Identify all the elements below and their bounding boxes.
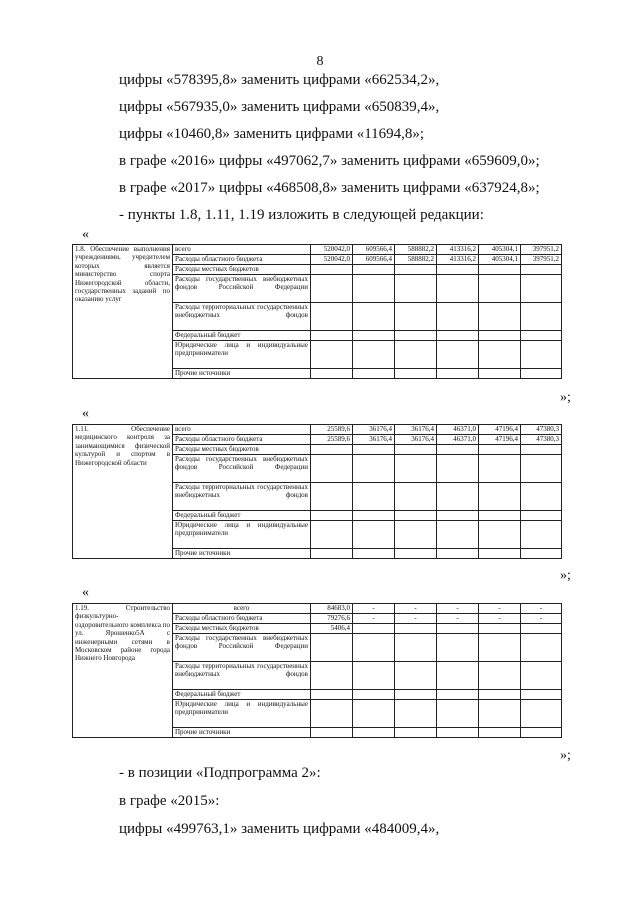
value-cell [437,303,479,331]
value-cell [395,624,437,634]
value-cell [479,511,521,521]
value-cell [437,369,479,379]
value-cell [437,483,479,511]
value-cell: 397951,2 [521,255,562,265]
value-cell [437,341,479,369]
value-cell [395,455,437,483]
source-cell: всего [173,245,311,255]
close-quote: »; [560,568,571,583]
value-cell [479,341,521,369]
value-cell [437,634,479,662]
value-cell: 47380,3 [521,435,562,445]
source-cell: Расходы областного бюджета [173,614,311,624]
value-cell [479,700,521,728]
value-cell [311,265,353,275]
value-cell: 405304,1 [479,245,521,255]
text-line: цифры «10460,8» заменить цифрами «11694,8»; [119,126,425,142]
value-cell [395,303,437,331]
value-cell [521,265,562,275]
source-cell: Расходы местных бюджетов [173,265,311,275]
value-cell: - [521,604,562,614]
value-cell [311,700,353,728]
value-cell [395,700,437,728]
source-cell: Прочие источники [173,728,311,738]
value-cell: 609566,4 [353,255,395,265]
source-cell: Расходы местных бюджетов [173,624,311,634]
value-cell: - [479,614,521,624]
source-cell: всего [173,425,311,435]
text-line: цифры «499763,1» заменить цифрами «484009,4», [119,821,440,837]
value-cell [521,275,562,303]
value-cell [311,662,353,690]
value-cell [479,662,521,690]
value-cell: 609566,4 [353,245,395,255]
source-cell: Расходы областного бюджета [173,255,311,265]
value-cell [395,369,437,379]
value-cell [353,549,395,559]
value-cell [521,662,562,690]
value-cell [353,341,395,369]
value-cell: 36176,4 [395,435,437,445]
value-cell [521,303,562,331]
source-cell: Расходы территориальных государственных внебюджетных фондов [173,303,311,331]
value-cell: 84683,0 [311,604,353,614]
value-cell [437,690,479,700]
value-cell [479,369,521,379]
value-cell: 588882,2 [395,255,437,265]
value-cell: 36176,4 [395,425,437,435]
page-number: 8 [316,54,324,69]
value-cell [437,624,479,634]
value-cell: - [437,614,479,624]
value-cell [521,690,562,700]
value-cell [395,728,437,738]
value-cell: 36176,4 [353,435,395,445]
open-quote: « [82,406,89,421]
value-cell [521,624,562,634]
value-cell [353,511,395,521]
value-cell [353,624,395,634]
value-cell: 5406,4 [311,624,353,634]
value-cell: 46371,0 [437,435,479,445]
text-line: в графе «2015»: [119,793,220,809]
budget-table-2 [72,424,562,559]
item-description: 1.8. Обеспечение выполнения учреждениями, учредителем которых является министерство спорта Нижегородской области, государственных заданий по оказанию услуг [73,245,173,379]
value-cell [395,521,437,549]
value-cell [395,634,437,662]
text-line: - пункты 1.8, 1.11, 1.19 изложить в следующей редакции: [119,207,484,223]
value-cell [437,700,479,728]
value-cell [395,445,437,455]
value-cell: - [353,604,395,614]
value-cell: 520042,0 [311,245,353,255]
value-cell: 36176,4 [353,425,395,435]
value-cell [395,511,437,521]
value-cell [479,728,521,738]
value-cell [395,662,437,690]
value-cell [311,303,353,331]
value-cell [521,634,562,662]
value-cell: 79276,6 [311,614,353,624]
value-cell [437,331,479,341]
text-line: цифры «567935,0» заменить цифрами «650839,4», [119,99,440,115]
text-line: - в позиции «Подпрограмма 2»: [119,765,321,781]
value-cell [521,445,562,455]
source-cell: Расходы территориальных государственных внебюджетных фондов [173,662,311,690]
budget-table-3 [72,603,562,738]
value-cell: - [395,614,437,624]
value-cell [395,275,437,303]
value-cell: 588882,2 [395,245,437,255]
open-quote: « [82,227,89,242]
close-quote: »; [560,390,571,405]
value-cell [437,728,479,738]
value-cell [521,341,562,369]
value-cell: 47196,4 [479,435,521,445]
value-cell [353,455,395,483]
value-cell [311,369,353,379]
source-cell: Прочие источники [173,369,311,379]
value-cell [521,455,562,483]
value-cell [353,483,395,511]
value-cell [437,275,479,303]
value-cell: 25589,6 [311,425,353,435]
value-cell [479,303,521,331]
value-cell [521,511,562,521]
value-cell [521,700,562,728]
value-cell [311,331,353,341]
value-cell [437,662,479,690]
value-cell [437,521,479,549]
value-cell [437,265,479,275]
value-cell [479,624,521,634]
value-cell [437,445,479,455]
value-cell [437,511,479,521]
value-cell: - [395,604,437,614]
source-cell: Юридические лица и индивидуальные предприниматели [173,700,311,728]
value-cell [479,690,521,700]
value-cell [437,455,479,483]
value-cell [521,521,562,549]
value-cell [521,728,562,738]
source-cell: Расходы государственных внебюджетных фондов Российской Федерации [173,634,311,662]
source-cell: Расходы территориальных государственных внебюджетных фондов [173,483,311,511]
source-cell: Федеральный бюджет [173,511,311,521]
value-cell [311,445,353,455]
value-cell [521,549,562,559]
value-cell [395,690,437,700]
value-cell [479,634,521,662]
value-cell [479,521,521,549]
text-line: цифры «578395,8» заменить цифрами «662534,2», [119,72,440,88]
value-cell: 25589,6 [311,435,353,445]
value-cell [353,303,395,331]
value-cell [479,265,521,275]
value-cell: 47196,4 [479,425,521,435]
value-cell [521,369,562,379]
value-cell [479,549,521,559]
value-cell [395,483,437,511]
value-cell [311,728,353,738]
source-cell: Расходы местных бюджетов [173,445,311,455]
value-cell [311,521,353,549]
value-cell [353,690,395,700]
text-line: в графе «2016» цифры «497062,7» заменить цифрами «659609,0»; [119,153,540,169]
value-cell [311,634,353,662]
value-cell [353,634,395,662]
value-cell: - [479,604,521,614]
value-cell [479,455,521,483]
value-cell [311,549,353,559]
source-cell: Прочие источники [173,549,311,559]
value-cell [395,331,437,341]
source-cell: Юридические лица и индивидуальные предприниматели [173,521,311,549]
value-cell [353,331,395,341]
value-cell: - [521,614,562,624]
value-cell [311,275,353,303]
value-cell: 47380,3 [521,425,562,435]
value-cell: 413316,2 [437,255,479,265]
value-cell: 413316,2 [437,245,479,255]
source-cell: Федеральный бюджет [173,331,311,341]
value-cell [479,445,521,455]
value-cell [353,369,395,379]
value-cell [353,728,395,738]
value-cell [353,445,395,455]
value-cell: - [437,604,479,614]
value-cell [479,483,521,511]
value-cell [311,511,353,521]
value-cell [353,275,395,303]
source-cell: Федеральный бюджет [173,690,311,700]
value-cell: 405304,1 [479,255,521,265]
value-cell [437,549,479,559]
value-cell [521,483,562,511]
value-cell [311,455,353,483]
close-quote: »; [560,748,571,763]
value-cell: - [353,614,395,624]
source-cell: Юридические лица и индивидуальные предприниматели [173,341,311,369]
value-cell [311,341,353,369]
text-line: в графе «2017» цифры «468508,8» заменить цифрами «637924,8»; [119,180,540,196]
item-description: 1.11. Обеспечение медицинского контроля за занимающимися физической культурой и спортом в Нижегородской области [73,425,173,559]
source-cell: Расходы областного бюджета [173,435,311,445]
value-cell [353,662,395,690]
value-cell [311,483,353,511]
value-cell [479,331,521,341]
item-description: 1.19. Строительство физкультурно-оздоровительного комплекса по ул. Ярошенко5А с инженерными сетями в Московском районе города Нижнего Новгорода [73,604,173,738]
source-cell: всего [173,604,311,614]
value-cell: 520042,0 [311,255,353,265]
source-cell: Расходы государственных внебюджетных фондов Российской Федерации [173,455,311,483]
value-cell [479,275,521,303]
value-cell [353,521,395,549]
value-cell [311,690,353,700]
value-cell [353,265,395,275]
value-cell [395,341,437,369]
source-cell: Расходы государственных внебюджетных фондов Российской Федерации [173,275,311,303]
value-cell [395,265,437,275]
value-cell: 397951,2 [521,245,562,255]
value-cell [521,331,562,341]
open-quote: « [82,585,89,600]
value-cell [353,700,395,728]
value-cell: 46371,0 [437,425,479,435]
value-cell [395,549,437,559]
budget-table-1 [72,244,562,379]
